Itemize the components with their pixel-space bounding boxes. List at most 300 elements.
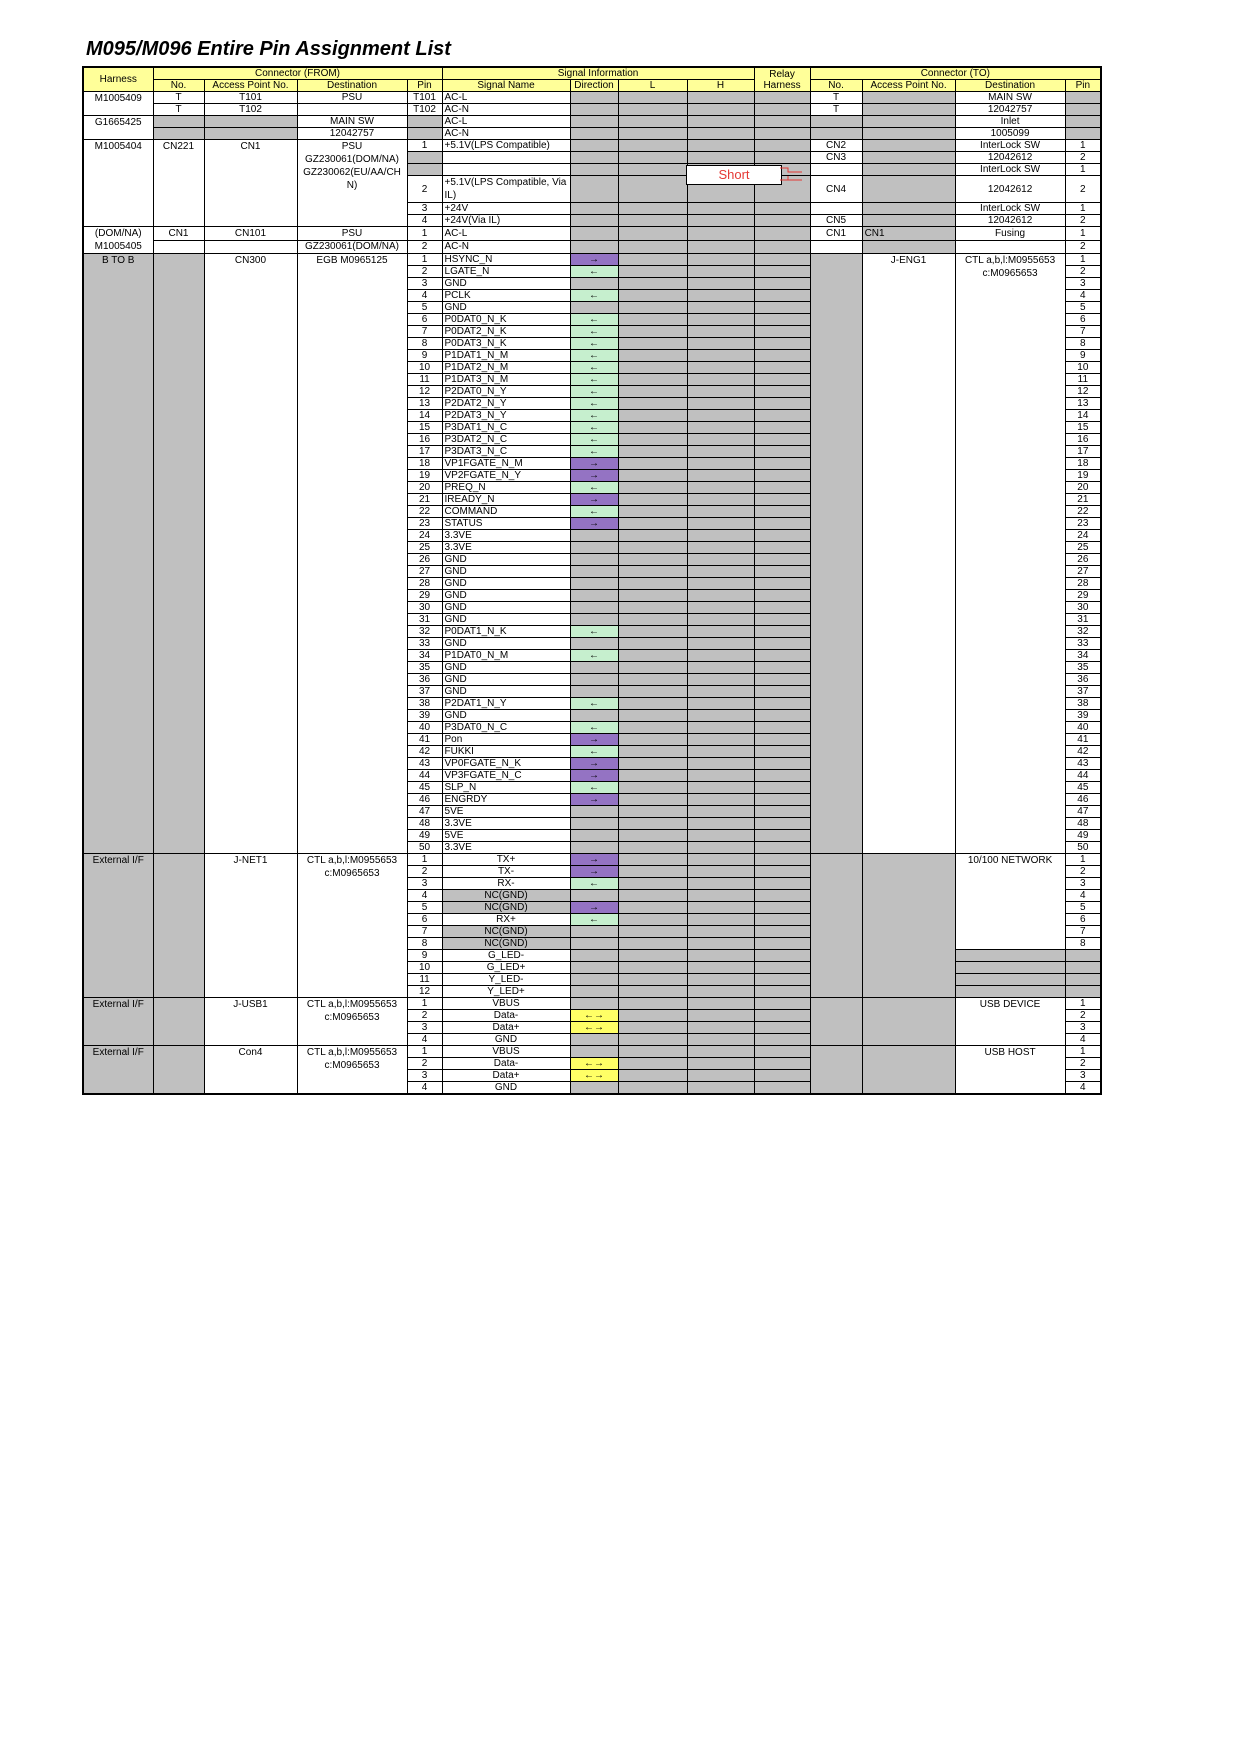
direction-cell (570, 530, 618, 542)
signal-name: P3DAT3_N_C (442, 446, 570, 458)
signal-name: VP2FGATE_N_Y (442, 470, 570, 482)
direction-arrow-icon: ← (570, 722, 618, 734)
level-h (687, 518, 754, 530)
level-l (618, 842, 687, 854)
signal-name: Pon (442, 734, 570, 746)
level-l (618, 302, 687, 314)
from-pin: 45 (407, 782, 442, 794)
from-pin: 5 (407, 902, 442, 914)
to-access-point (862, 92, 955, 104)
level-h (687, 506, 754, 518)
level-l (618, 818, 687, 830)
from-pin: 12 (407, 386, 442, 398)
relay-harness (754, 104, 810, 116)
relay-harness (754, 662, 810, 674)
signal-name: ENGRDY (442, 794, 570, 806)
from-pin: 24 (407, 530, 442, 542)
level-h (687, 338, 754, 350)
harness-name: External I/F (83, 998, 153, 1046)
signal-name: NC(GND) (442, 926, 570, 938)
to-pin: 4 (1065, 1034, 1101, 1046)
level-h (687, 240, 754, 254)
level-l (618, 986, 687, 998)
from-pin: 1 (407, 227, 442, 241)
from-destination: GZ230061(DOM/NA) (297, 240, 407, 254)
signal-name: P1DAT0_N_M (442, 650, 570, 662)
to-pin: 6 (1065, 314, 1101, 326)
to-pin: 4 (1065, 290, 1101, 302)
harness-name: M1005409 (83, 92, 153, 116)
to-pin: 3 (1065, 1022, 1101, 1034)
signal-name: P1DAT2_N_M (442, 362, 570, 374)
header-h: H (687, 80, 754, 92)
relay-harness (754, 614, 810, 626)
relay-harness (754, 482, 810, 494)
to-destination (955, 974, 1065, 986)
relay-harness (754, 542, 810, 554)
table-body (83, 92, 1101, 1095)
to-access-point (862, 164, 955, 176)
direction-arrow-icon: → (570, 794, 618, 806)
signal-name: Y_LED- (442, 974, 570, 986)
relay-harness (754, 434, 810, 446)
header-to: Connector (TO) (810, 67, 1101, 80)
level-h (687, 554, 754, 566)
from-destination: EGB M0965125 (297, 254, 407, 854)
direction-arrow-icon: ← (570, 326, 618, 338)
direction-arrow-icon: ← (570, 266, 618, 278)
level-h (687, 650, 754, 662)
level-l (618, 878, 687, 890)
to-no: CN1 (810, 227, 862, 241)
level-h (687, 710, 754, 722)
to-destination: 12042612 (955, 152, 1065, 164)
direction-cell (570, 998, 618, 1010)
to-pin: 4 (1065, 890, 1101, 902)
to-access-point (862, 152, 955, 164)
from-pin: 5 (407, 302, 442, 314)
signal-name: STATUS (442, 518, 570, 530)
from-no (153, 254, 204, 854)
from-access-point: CN101 (204, 227, 297, 241)
level-l (618, 902, 687, 914)
relay-harness (754, 590, 810, 602)
level-h (687, 854, 754, 866)
to-destination: 10/100 NETWORK (955, 854, 1065, 950)
from-access-point: T101 (204, 92, 297, 104)
to-no (810, 254, 862, 854)
to-access-point (862, 176, 955, 203)
signal-name: SLP_N (442, 782, 570, 794)
from-pin: 26 (407, 554, 442, 566)
direction-cell (570, 602, 618, 614)
level-l (618, 140, 687, 152)
level-l (618, 434, 687, 446)
signal-name: P0DAT0_N_K (442, 314, 570, 326)
short-annotation: Short (686, 165, 782, 185)
level-h (687, 530, 754, 542)
table-row (83, 854, 1101, 866)
from-pin (407, 128, 442, 140)
relay-harness (754, 962, 810, 974)
from-pin: 14 (407, 410, 442, 422)
level-h (687, 1058, 754, 1070)
signal-name: P0DAT2_N_K (442, 326, 570, 338)
relay-harness (754, 818, 810, 830)
level-h (687, 950, 754, 962)
to-access-point (862, 128, 955, 140)
level-h (687, 1046, 754, 1058)
direction-cell (570, 302, 618, 314)
to-pin: 21 (1065, 494, 1101, 506)
from-pin: 20 (407, 482, 442, 494)
relay-harness (754, 698, 810, 710)
direction-cell (570, 116, 618, 128)
signal-name: P1DAT3_N_M (442, 374, 570, 386)
level-l (618, 266, 687, 278)
signal-name: GND (442, 602, 570, 614)
to-pin: 35 (1065, 662, 1101, 674)
relay-harness (754, 806, 810, 818)
level-h (687, 566, 754, 578)
to-pin: 40 (1065, 722, 1101, 734)
level-l (618, 638, 687, 650)
to-access-point (862, 104, 955, 116)
level-l (618, 215, 687, 227)
relay-harness (754, 140, 810, 152)
from-access-point (204, 240, 297, 254)
to-pin: 2 (1065, 866, 1101, 878)
from-no (153, 854, 204, 998)
level-l (618, 410, 687, 422)
from-pin: 4 (407, 1082, 442, 1095)
from-pin: 37 (407, 686, 442, 698)
level-l (618, 890, 687, 902)
direction-cell (570, 638, 618, 650)
to-pin: 1 (1065, 254, 1101, 266)
relay-harness (754, 398, 810, 410)
to-pin: 44 (1065, 770, 1101, 782)
level-h (687, 386, 754, 398)
direction-arrow-icon: → (570, 494, 618, 506)
to-destination: USB DEVICE (955, 998, 1065, 1046)
signal-name: GND (442, 590, 570, 602)
to-pin: 46 (1065, 794, 1101, 806)
to-pin: 25 (1065, 542, 1101, 554)
level-h (687, 974, 754, 986)
from-pin: 17 (407, 446, 442, 458)
to-access-point: J-ENG1 (862, 254, 955, 854)
level-h (687, 866, 754, 878)
header-from-access: Access Point No. (204, 80, 297, 92)
direction-cell (570, 926, 618, 938)
direction-arrow-icon: ← (570, 782, 618, 794)
to-pin: 1 (1065, 854, 1101, 866)
from-destination: PSU (297, 227, 407, 241)
direction-arrow-icon: ← (570, 746, 618, 758)
level-l (618, 554, 687, 566)
level-h (687, 638, 754, 650)
from-pin: 4 (407, 1034, 442, 1046)
relay-harness (754, 770, 810, 782)
relay-harness (754, 554, 810, 566)
from-pin: T102 (407, 104, 442, 116)
from-no (153, 128, 204, 140)
from-pin: 1 (407, 140, 442, 152)
to-pin: 17 (1065, 446, 1101, 458)
level-l (618, 938, 687, 950)
level-h (687, 794, 754, 806)
level-h (687, 926, 754, 938)
to-pin: 37 (1065, 686, 1101, 698)
relay-harness (754, 470, 810, 482)
from-pin (407, 164, 442, 176)
to-pin: 1 (1065, 1046, 1101, 1058)
signal-name: GND (442, 578, 570, 590)
relay-harness (754, 266, 810, 278)
direction-cell (570, 152, 618, 164)
header-l: L (618, 80, 687, 92)
level-h (687, 602, 754, 614)
direction-cell (570, 1034, 618, 1046)
level-l (618, 482, 687, 494)
from-pin: 1 (407, 254, 442, 266)
from-pin: 40 (407, 722, 442, 734)
direction-cell (570, 140, 618, 152)
direction-cell (570, 203, 618, 215)
level-l (618, 782, 687, 794)
to-destination: InterLock SW (955, 203, 1065, 215)
to-pin (1065, 128, 1101, 140)
header-from-no: No. (153, 80, 204, 92)
from-pin: 29 (407, 590, 442, 602)
signal-name: RX+ (442, 914, 570, 926)
from-no: T (153, 104, 204, 116)
signal-name: +5.1V(LPS Compatible, Via IL) (442, 176, 570, 203)
relay-harness (754, 1046, 810, 1058)
from-pin: 2 (407, 1058, 442, 1070)
from-access-point: J-USB1 (204, 998, 297, 1046)
from-pin: 6 (407, 914, 442, 926)
level-h (687, 902, 754, 914)
table-row (83, 140, 1101, 152)
to-access-point (862, 854, 955, 998)
relay-harness (754, 227, 810, 241)
signal-name: 3.3VE (442, 542, 570, 554)
signal-name: GND (442, 614, 570, 626)
level-l (618, 926, 687, 938)
from-pin: 19 (407, 470, 442, 482)
signal-name: Y_LED+ (442, 986, 570, 998)
short-bracket-icon (780, 166, 804, 182)
signal-name: P2DAT3_N_Y (442, 410, 570, 422)
signal-name: AC-N (442, 104, 570, 116)
level-l (618, 950, 687, 962)
level-l (618, 626, 687, 638)
direction-cell (570, 830, 618, 842)
signal-name: +5.1V(LPS Compatible) (442, 140, 570, 152)
to-pin (1065, 116, 1101, 128)
from-pin: 48 (407, 818, 442, 830)
to-pin: 20 (1065, 482, 1101, 494)
header-from-destination: Destination (297, 80, 407, 92)
level-h (687, 278, 754, 290)
to-destination: CTL a,b,l:M0955653 c:M0965653 (955, 254, 1065, 854)
direction-arrow-icon: ← (570, 314, 618, 326)
to-pin: 7 (1065, 926, 1101, 938)
level-l (618, 494, 687, 506)
level-h (687, 362, 754, 374)
level-l (618, 854, 687, 866)
relay-harness (754, 116, 810, 128)
direction-cell (570, 176, 618, 203)
to-no: CN3 (810, 152, 862, 164)
level-l (618, 1070, 687, 1082)
to-pin: 22 (1065, 506, 1101, 518)
signal-name: 5VE (442, 806, 570, 818)
signal-name: P1DAT1_N_M (442, 350, 570, 362)
signal-name (442, 164, 570, 176)
to-pin: 3 (1065, 1070, 1101, 1082)
relay-harness (754, 1010, 810, 1022)
to-pin: 10 (1065, 362, 1101, 374)
from-destination: CTL a,b,l:M0955653 c:M0965653 (297, 1046, 407, 1095)
to-pin: 1 (1065, 140, 1101, 152)
to-destination: InterLock SW (955, 164, 1065, 176)
from-pin: 18 (407, 458, 442, 470)
from-pin: 30 (407, 602, 442, 614)
to-access-point (862, 1046, 955, 1095)
to-destination (955, 986, 1065, 998)
relay-harness (754, 518, 810, 530)
from-pin: 2 (407, 266, 442, 278)
table-row (83, 1046, 1101, 1058)
relay-harness (754, 926, 810, 938)
to-no: T (810, 104, 862, 116)
relay-harness (754, 374, 810, 386)
to-pin: 50 (1065, 842, 1101, 854)
from-pin: 41 (407, 734, 442, 746)
harness-name: External I/F (83, 854, 153, 998)
direction-cell (570, 890, 618, 902)
from-pin: 15 (407, 422, 442, 434)
relay-harness (754, 530, 810, 542)
to-pin: 27 (1065, 566, 1101, 578)
relay-harness (754, 722, 810, 734)
relay-harness (754, 350, 810, 362)
from-no: CN1 (153, 227, 204, 241)
level-l (618, 602, 687, 614)
from-pin: 23 (407, 518, 442, 530)
from-pin: 6 (407, 314, 442, 326)
level-l (618, 758, 687, 770)
level-h (687, 1070, 754, 1082)
level-h (687, 878, 754, 890)
relay-harness (754, 1022, 810, 1034)
signal-name: AC-N (442, 128, 570, 140)
to-access-point (862, 116, 955, 128)
signal-name: TX- (442, 866, 570, 878)
to-no: CN2 (810, 140, 862, 152)
relay-harness (754, 650, 810, 662)
from-pin: 36 (407, 674, 442, 686)
level-l (618, 914, 687, 926)
header-from-pin: Pin (407, 80, 442, 92)
signal-name: NC(GND) (442, 902, 570, 914)
from-destination (297, 104, 407, 116)
to-access-point (862, 215, 955, 227)
direction-cell (570, 164, 618, 176)
direction-arrow-icon: ← (570, 410, 618, 422)
level-h (687, 782, 754, 794)
to-pin (1065, 962, 1101, 974)
level-l (618, 290, 687, 302)
level-l (618, 386, 687, 398)
from-pin: 46 (407, 794, 442, 806)
level-h (687, 662, 754, 674)
direction-arrow-icon: ← (570, 878, 618, 890)
from-no: T (153, 92, 204, 104)
relay-harness (754, 362, 810, 374)
direction-cell (570, 950, 618, 962)
level-l (618, 176, 687, 203)
from-pin: 34 (407, 650, 442, 662)
direction-cell (570, 215, 618, 227)
from-pin: 25 (407, 542, 442, 554)
direction-cell (570, 240, 618, 254)
signal-name: VP1FGATE_N_M (442, 458, 570, 470)
signal-name: NC(GND) (442, 890, 570, 902)
from-pin: 28 (407, 578, 442, 590)
level-l (618, 710, 687, 722)
signal-name: AC-L (442, 116, 570, 128)
direction-cell (570, 1082, 618, 1095)
from-pin: 7 (407, 926, 442, 938)
relay-harness (754, 410, 810, 422)
from-pin: 1 (407, 998, 442, 1010)
level-l (618, 1058, 687, 1070)
from-pin: 9 (407, 350, 442, 362)
direction-cell (570, 227, 618, 241)
to-pin: 3 (1065, 878, 1101, 890)
to-pin: 42 (1065, 746, 1101, 758)
relay-harness (754, 290, 810, 302)
from-pin: 2 (407, 1010, 442, 1022)
direction-arrow-icon: ← (570, 446, 618, 458)
signal-name: GND (442, 554, 570, 566)
relay-harness (754, 890, 810, 902)
from-pin: 3 (407, 1022, 442, 1034)
direction-cell (570, 578, 618, 590)
relay-harness (754, 128, 810, 140)
signal-name: GND (442, 710, 570, 722)
level-h (687, 128, 754, 140)
direction-arrow-icon: ← (570, 626, 618, 638)
level-h (687, 470, 754, 482)
level-l (618, 794, 687, 806)
from-pin: 33 (407, 638, 442, 650)
to-pin: 43 (1065, 758, 1101, 770)
direction-cell (570, 686, 618, 698)
relay-harness (754, 215, 810, 227)
to-pin: 12 (1065, 386, 1101, 398)
relay-harness (754, 386, 810, 398)
level-h (687, 266, 754, 278)
relay-harness (754, 794, 810, 806)
direction-arrow-icon: → (570, 902, 618, 914)
signal-name: 5VE (442, 830, 570, 842)
level-h (687, 446, 754, 458)
